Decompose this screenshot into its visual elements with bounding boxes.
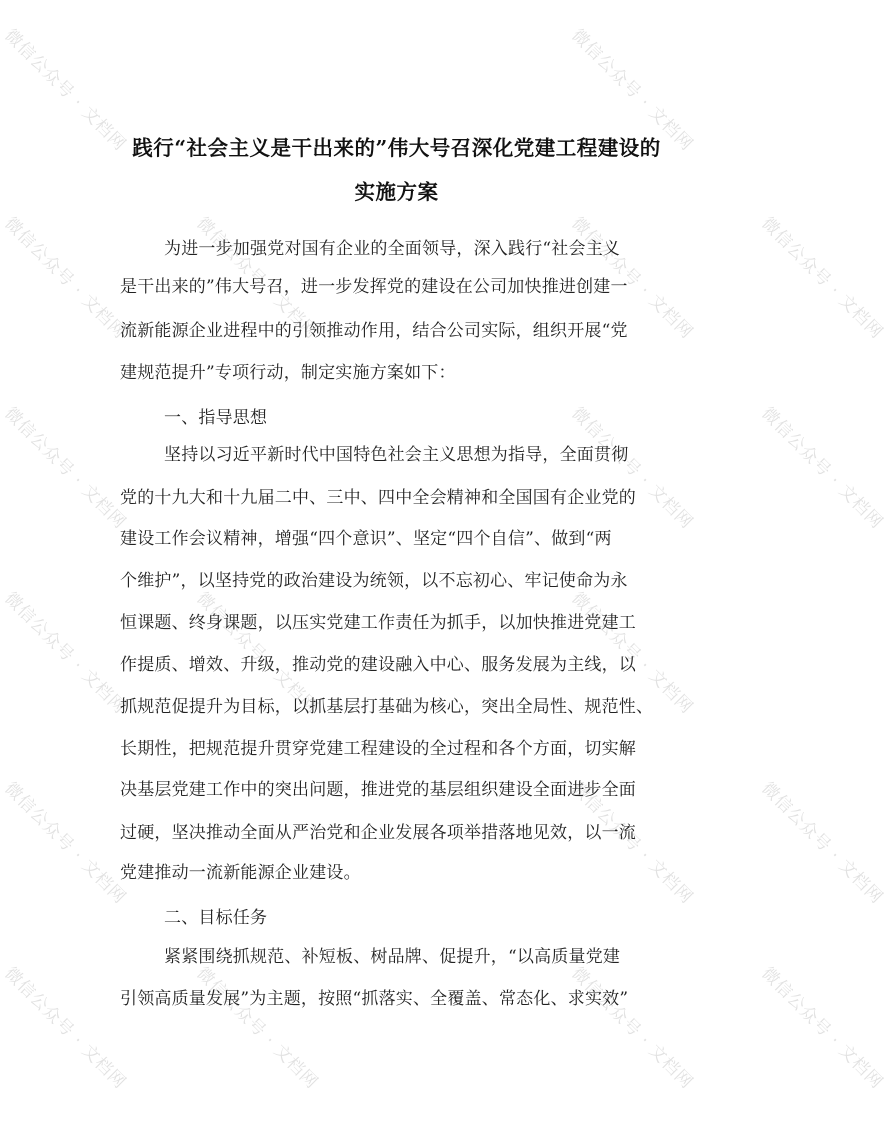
body-text-line: 坚持以习近平新时代中国特色社会主义思想为指导，全面贯彻 bbox=[164, 445, 629, 465]
watermark: 微信公众号 · 文档网 bbox=[0, 213, 130, 344]
watermark: 微信公众号 · 文档网 bbox=[757, 213, 887, 344]
body-text-line: 紧紧围绕抓规范、补短板、树品牌、促提升，“以高质量党建 bbox=[164, 947, 621, 967]
watermark: 微信公众号 · 文档网 bbox=[567, 213, 697, 344]
watermark: 微信公众号 · 文档网 bbox=[757, 403, 887, 534]
body-text-line: 党的十九大和十九届二中、三中、四中全会精神和全国国有企业党的 bbox=[120, 488, 636, 508]
body-text-line: 为进一步加强党对国有企业的全面领导，深入践行“社会主义 bbox=[164, 239, 621, 259]
body-text-line: 流新能源企业进程中的引领推动作用，结合公司实际，组织开展“党 bbox=[120, 321, 628, 341]
watermark: 微信公众号 · 文档网 bbox=[567, 403, 697, 534]
watermark: 微信公众号 · 文档网 bbox=[192, 963, 322, 1094]
section-heading: 二、目标任务 bbox=[164, 908, 268, 928]
body-text-line: 过硬，坚决推动全面从严治党和企业发展各项举措落地见效，以一流 bbox=[120, 823, 636, 843]
watermark: 微信公众号 · 文档网 bbox=[192, 213, 322, 344]
section-heading: 一、指导思想 bbox=[164, 408, 268, 428]
body-text-line: 引领高质量发展”为主题，按照“抓落实、全覆盖、常态化、求实效” bbox=[120, 989, 629, 1009]
watermark: 微信公众号 · 文档网 bbox=[757, 963, 887, 1094]
watermark: 微信公众号 · 文档网 bbox=[192, 588, 322, 719]
body-text-line: 建规范提升”专项行动，制定实施方案如下： bbox=[120, 363, 456, 383]
body-text-line: 个维护”，以坚持党的政治建设为统领，以不忘初心、牢记使命为永 bbox=[120, 571, 628, 591]
body-text-line: 党建推动一流新能源企业建设。 bbox=[120, 863, 361, 883]
body-text-line: 是干出来的”伟大号召，进一步发挥党的建设在公司加快推进创建一 bbox=[120, 277, 628, 297]
watermark: 微信公众号 · 文档网 bbox=[567, 778, 697, 909]
watermark: 微信公众号 · 文档网 bbox=[0, 778, 130, 909]
watermark: 微信公众号 · 文档网 bbox=[567, 588, 697, 719]
watermark: 微信公众号 · 文档网 bbox=[567, 963, 697, 1094]
body-text-line: 抓规范促提升为目标，以抓基层打基础为核心，突出全局性、规范性、 bbox=[120, 697, 654, 717]
watermark: 微信公众号 · 文档网 bbox=[567, 25, 697, 156]
document-title-line-2: 实施方案 bbox=[354, 180, 439, 204]
body-text-line: 长期性，把规范提升贯穿党建工程建设的全过程和各个方面，切实解 bbox=[120, 739, 636, 759]
watermark: 微信公众号 · 文档网 bbox=[0, 963, 130, 1094]
body-text-line: 建设工作会议精神，增强“四个意识”、坚定“四个自信”、做到“两 bbox=[120, 529, 612, 549]
body-text-line: 作提质、增效、升级，推动党的建设融入中心、服务发展为主线，以 bbox=[120, 655, 636, 675]
watermark: 微信公众号 · 文档网 bbox=[0, 403, 130, 534]
watermark: 微信公众号 · 文档网 bbox=[757, 778, 887, 909]
document-title-line-1: 践行“社会主义是干出来的”伟大号召深化党建工程建设的 bbox=[132, 136, 661, 160]
body-text-line: 恒课题、终身课题，以压实党建工作责任为抓手，以加快推进党建工 bbox=[120, 613, 636, 633]
watermark: 微信公众号 · 文档网 bbox=[0, 25, 130, 156]
watermark: 微信公众号 · 文档网 bbox=[0, 588, 130, 719]
body-text-line: 决基层党建工作中的突出问题，推进党的基层组织建设全面进步全面 bbox=[120, 780, 636, 800]
